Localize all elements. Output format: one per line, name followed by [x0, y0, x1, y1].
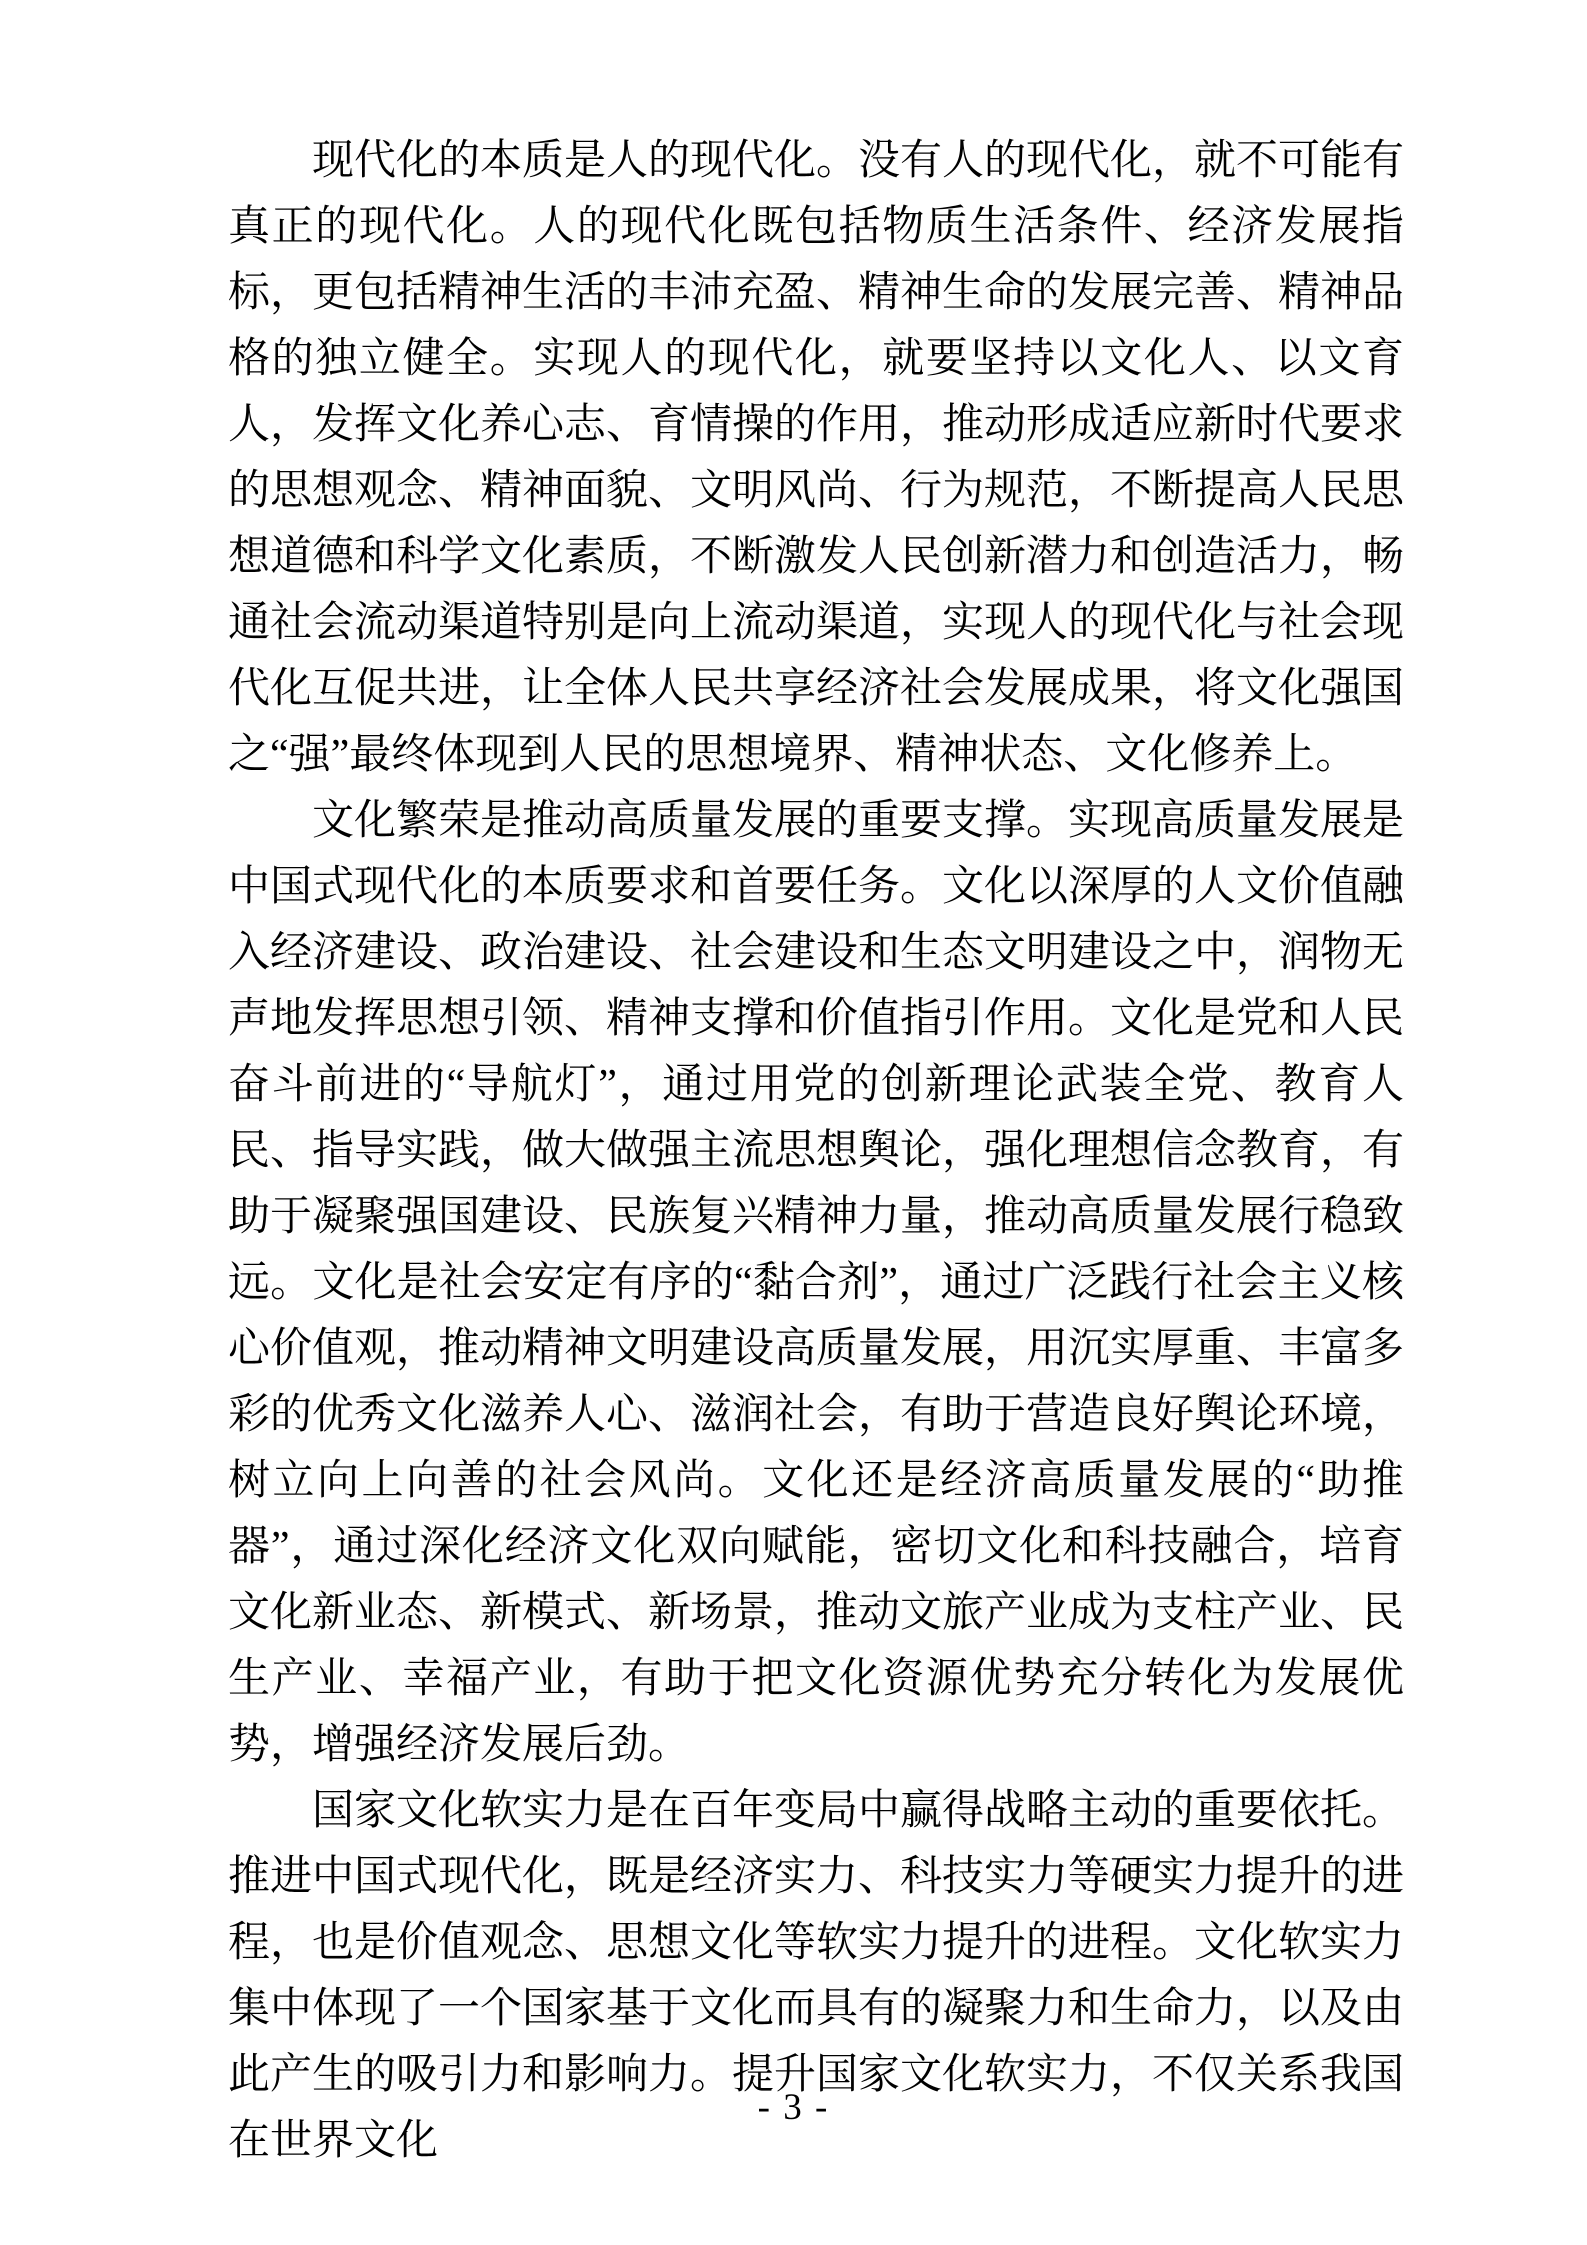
paragraph: 文化繁荣是推动高质量发展的重要支撑。实现高质量发展是中国式现代化的本质要求和首要任务。文化以深厚的人文价值融入经济建设、政治建设、社会建设和生态文明建设之中，润物无声地发挥思想引领、精神支撑和价值指引作用。文化是党和人民奋斗前进的“导航灯”，通过用党的创新理论武装全党、教育人民、指导实践，做大做强主流思想舆论，强化理想信念教育，有助于凝聚强国建设、民族复兴精神力量，推动高质量发展行稳致远。文化是社会安定有序的“黏合剂”，通过广泛践行社会主义核心价值观，推动精神文明建设高质量发展，用沉实厚重、丰富多彩的优秀文化滋养人心、滋润社会，有助于营造良好舆论环境，树立向上向善的社会风尚。文化还是经济高质量发展的“助推器”，通过深化经济文化双向赋能，密切文化和科技融合，培育文化新业态、新模式、新场景，推动文旅产业成为支柱产业、民生产业、幸福产业，有助于把文化资源优势充分转化为发展优势，增强经济发展后劲。 [228, 798, 1405, 1768]
paragraph: 国家文化软实力是在百年变局中赢得战略主动的重要依托。推进中国式现代化，既是经济实力、科技实力等硬实力提升的进程，也是价值观念、思想文化等软实力提升的进程。文化软实力集中体现了一个国家基于文化而具有的凝聚力和生命力，以及由此产生的吸引力和影响力。提升国家文化软实力，不仅关系我国在世界文化 [228, 1788, 1405, 2164]
paragraph: 现代化的本质是人的现代化。没有人的现代化，就不可能有真正的现代化。人的现代化既包括物质生活条件、经济发展指标，更包括精神生活的丰沛充盈、精神生命的发展完善、精神品格的独立健全。实现人的现代化，就要坚持以文化人、以文育人，发挥文化养心志、育情操的作用，推动形成适应新时代要求的思想观念、精神面貌、文明风尚、行为规范，不断提高人民思想道德和科学文化素质，不断激发人民创新潜力和创造活力，畅通社会流动渠道特别是向上流动渠道，实现人的现代化与社会现代化互促共进，让全体人民共享经济社会发展成果，将文化强国之“强”最终体现到人民的思想境界、精神状态、文化修养上。 [228, 138, 1405, 778]
page-footer [0, 2086, 1587, 2130]
document-body [228, 128, 1404, 2174]
page-number: - 3 - [757, 2087, 830, 2128]
